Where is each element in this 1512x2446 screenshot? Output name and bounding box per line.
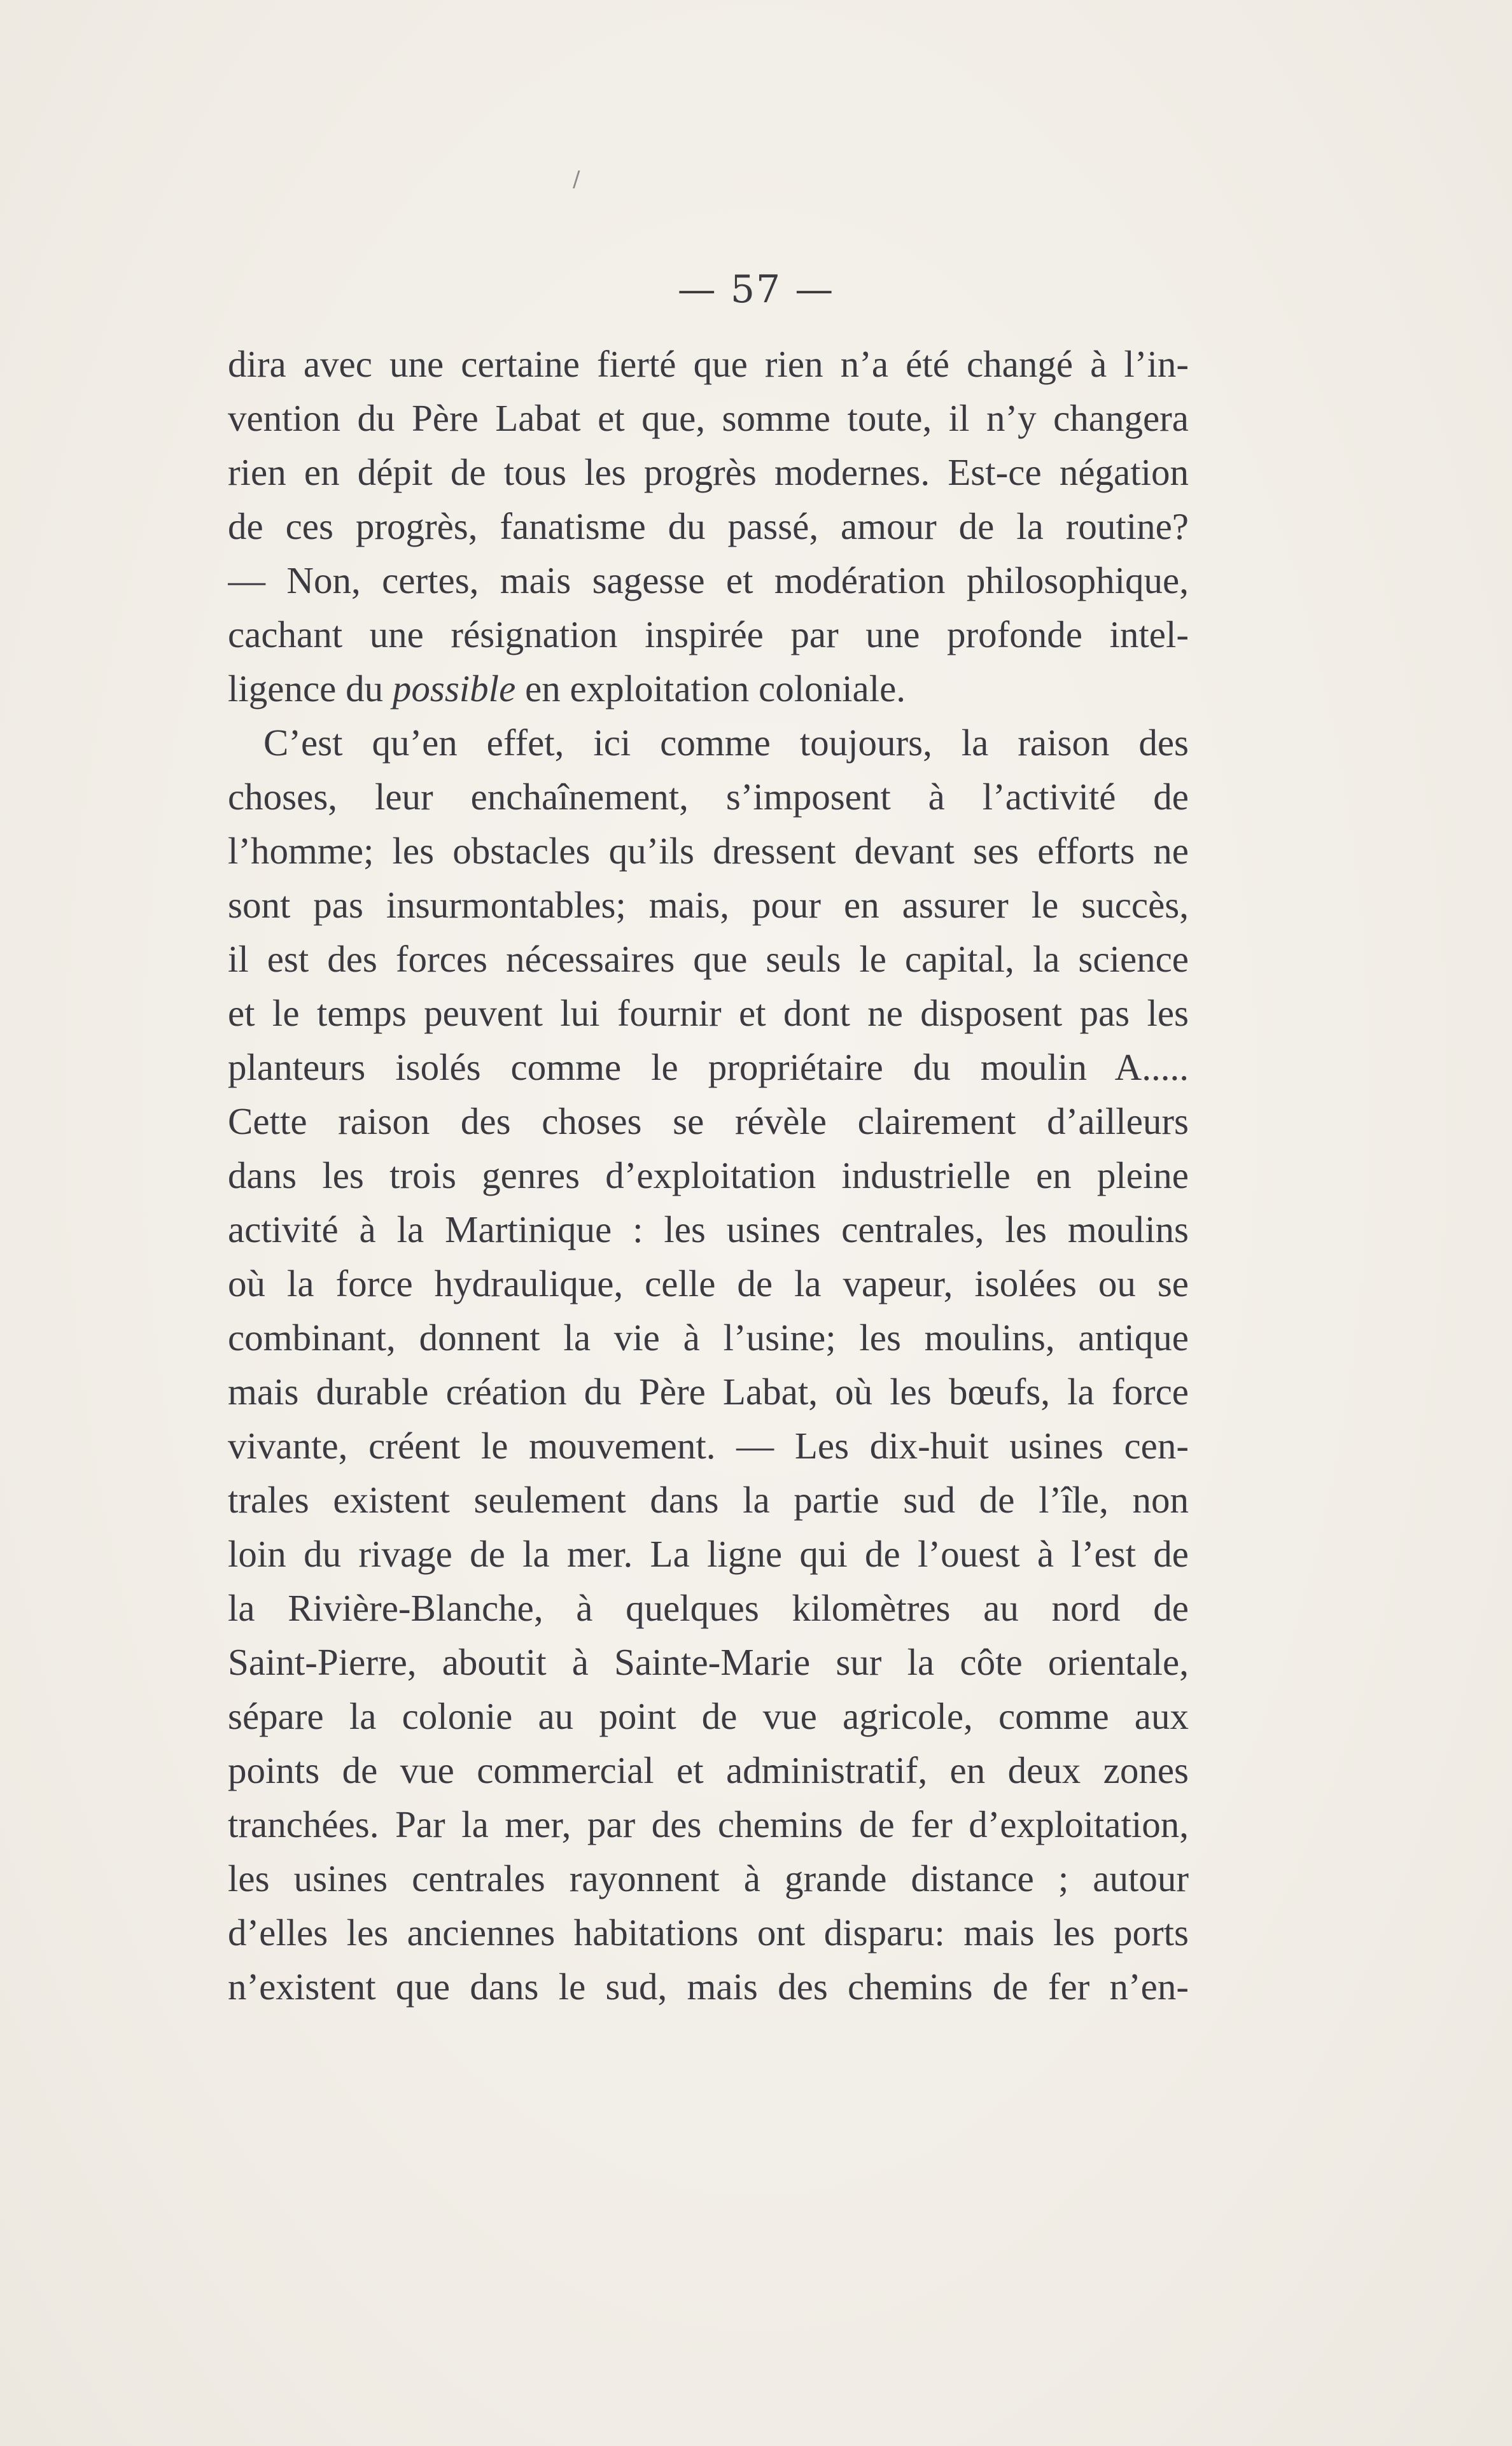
text-line: trales existent seulement dans la partie sud de l’île, non <box>228 1479 1189 1521</box>
paragraph-first-line: C’est qu’en effet, ici comme toujours, la raison des <box>263 722 1189 764</box>
text-line: dans les trois genres d’exploitation industrielle en pleine <box>228 1154 1189 1196</box>
text-line: où la force hydraulique, celle de la vapeur, isolées ou se <box>228 1262 1189 1304</box>
text-line: vention du Père Labat et que, somme toute, il n’y changera <box>228 397 1189 439</box>
text-span: ligence du <box>228 667 393 709</box>
page-number: — 57 — <box>677 267 835 312</box>
paper-mark: / <box>573 167 580 192</box>
text-line: il est des forces nécessaires que seuls le capital, la science <box>228 938 1189 980</box>
text-line: Cette raison des choses se révèle clairement d’ailleurs <box>228 1100 1189 1142</box>
text-line: — Non, certes, mais sagesse et modération philosophique, <box>228 559 1189 601</box>
text-line: dira avec une certaine fierté que rien n’a été changé à l’in- <box>228 343 1189 385</box>
text-line: points de vue commercial et administratif, en deux zones <box>228 1749 1189 1791</box>
text-line: la Rivière-Blanche, à quelques kilomètres au nord de <box>228 1587 1189 1629</box>
text-line: de ces progrès, fanatisme du passé, amour de la routine? <box>228 505 1189 547</box>
text-line: sépare la colonie au point de vue agricole, comme aux <box>228 1695 1189 1737</box>
text-line: et le temps peuvent lui fournir et dont ne disposent pas les <box>228 992 1189 1034</box>
text-line: Saint-Pierre, aboutit à Sainte-Marie sur la côte orientale, <box>228 1641 1189 1683</box>
italic-word: possible <box>392 667 516 709</box>
text-line: tranchées. Par la mer, par des chemins de fer d’exploitation, <box>228 1803 1189 1845</box>
text-line: choses, leur enchaînement, s’imposent à l’activité de <box>228 776 1189 818</box>
text-line: d’elles les anciennes habitations ont disparu: mais les ports <box>228 1911 1189 1953</box>
text-span: en exploitation coloniale. <box>515 667 906 709</box>
text-line: combinant, donnent la vie à l’usine; les moulins, antique <box>228 1317 1189 1359</box>
text-line: cachant une résignation inspirée par une profonde intel- <box>228 613 1189 655</box>
body-text <box>228 337 1189 2014</box>
text-line: activité à la Martinique : les usines centrales, les moulins <box>228 1208 1189 1250</box>
text-line: mais durable création du Père Labat, où les bœufs, la force <box>228 1371 1189 1413</box>
text-line: sont pas insurmontables; mais, pour en assurer le succès, <box>228 884 1189 926</box>
text-line <box>228 662 1189 716</box>
text-line: les usines centrales rayonnent à grande distance ; autour <box>228 1857 1189 1899</box>
text-line: vivante, créent le mouvement. — Les dix-huit usines cen- <box>228 1425 1189 1467</box>
text-line: l’homme; les obstacles qu’ils dressent devant ses efforts ne <box>228 830 1189 872</box>
text-line: n’existent que dans le sud, mais des chemins de fer n’en- <box>228 1966 1189 2008</box>
text-line: planteurs isolés comme le propriétaire du moulin A..... <box>228 1046 1189 1088</box>
text-line: loin du rivage de la mer. La ligne qui de l’ouest à l’est de <box>228 1533 1189 1575</box>
text-line: rien en dépit de tous les progrès modernes. Est-ce négation <box>228 451 1189 493</box>
